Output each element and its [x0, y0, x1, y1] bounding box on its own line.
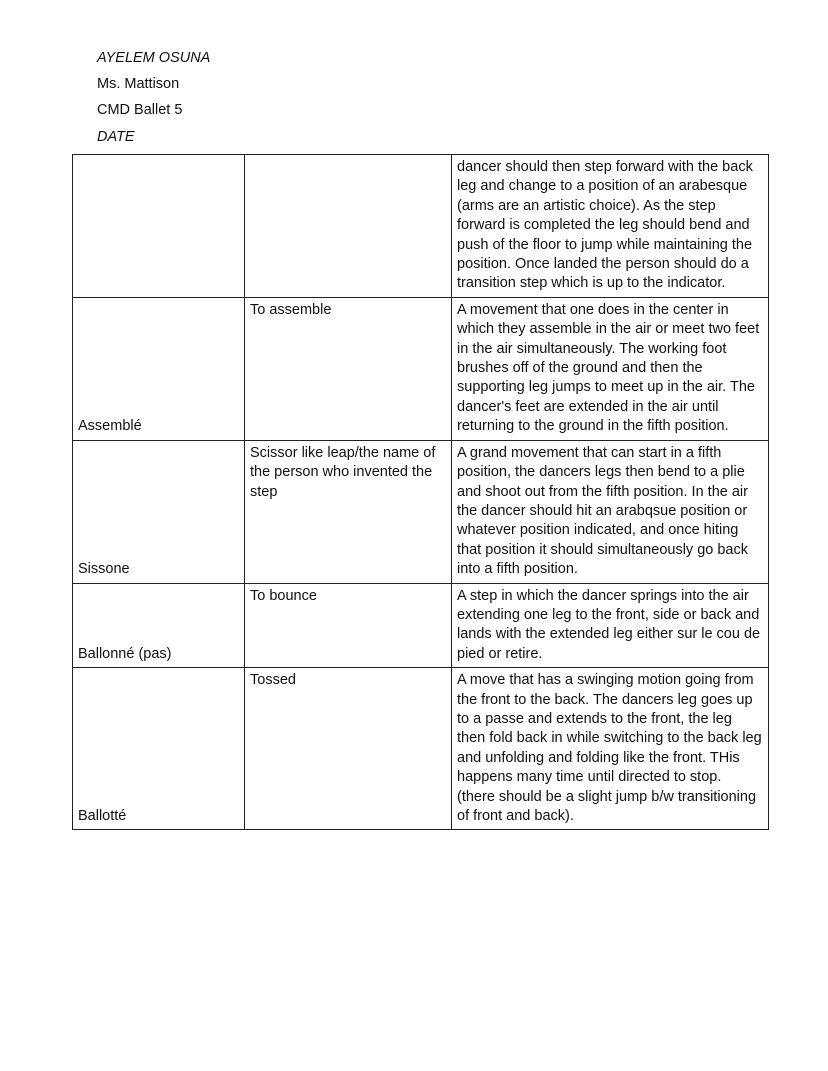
- table-row: [73, 440, 769, 583]
- definition-cell: dancer should then step forward with the back leg and change to a position of an arabesque (arms are an artistic choice). As the step forward is completed the leg should bend and push of the floor to jump while maintaining the position. Once landed the person should do a transition step which is up to the indicator.: [452, 155, 769, 298]
- definition-cell: A step in which the dancer springs into the air extending one leg to the front, side or back and lands with the extended leg either sur le cou de pied or retire.: [452, 583, 769, 668]
- definition-cell: A grand movement that can start in a fifth position, the dancers legs then bend to a plie and shoot out from the fifth position. In the air the dancer should hit an arabqsue position or whatever position indicated, and once hiting that position it should simultaneously go back into a fifth position.: [452, 440, 769, 583]
- translation-cell: Tossed: [245, 668, 452, 830]
- translation-cell: To bounce: [245, 583, 452, 668]
- term-cell: Sissone: [73, 440, 245, 583]
- student-name: AYELEM OSUNA: [97, 50, 211, 66]
- table-row: [73, 583, 769, 668]
- translation-cell: To assemble: [245, 297, 452, 440]
- term-cell: Ballonné (pas): [73, 583, 245, 668]
- translation-cell: [245, 155, 452, 298]
- term-cell: [73, 155, 245, 298]
- teacher-name: Ms. Mattison: [97, 76, 180, 92]
- definition-cell: A move that has a swinging motion going from the front to the back. The dancers leg goes up to a passe and extends to the front, the leg then fold back in while switching to the back leg and unfolding and folding like the front. THis happens many time until directed to stop. (there should be a slight jump b/w transitioning of front and back).: [452, 668, 769, 830]
- table-row: [73, 668, 769, 830]
- table-row: [73, 297, 769, 440]
- ballet-terms-table: [72, 154, 769, 830]
- definition-cell: A movement that one does in the center in which they assemble in the air or meet two feet in the air simultaneously. The working foot brushes off of the ground and then the supporting leg jumps to meet up in the air. The dancer's feet are extended in the air until returning to the ground in the fifth position.: [452, 297, 769, 440]
- term-cell: Ballotté: [73, 668, 245, 830]
- term-cell: Assemblé: [73, 297, 245, 440]
- class-name: CMD Ballet 5: [97, 102, 183, 118]
- translation-cell: Scissor like leap/the name of the person who invented the step: [245, 440, 452, 583]
- date-label: DATE: [97, 129, 135, 145]
- table-row: [73, 155, 769, 298]
